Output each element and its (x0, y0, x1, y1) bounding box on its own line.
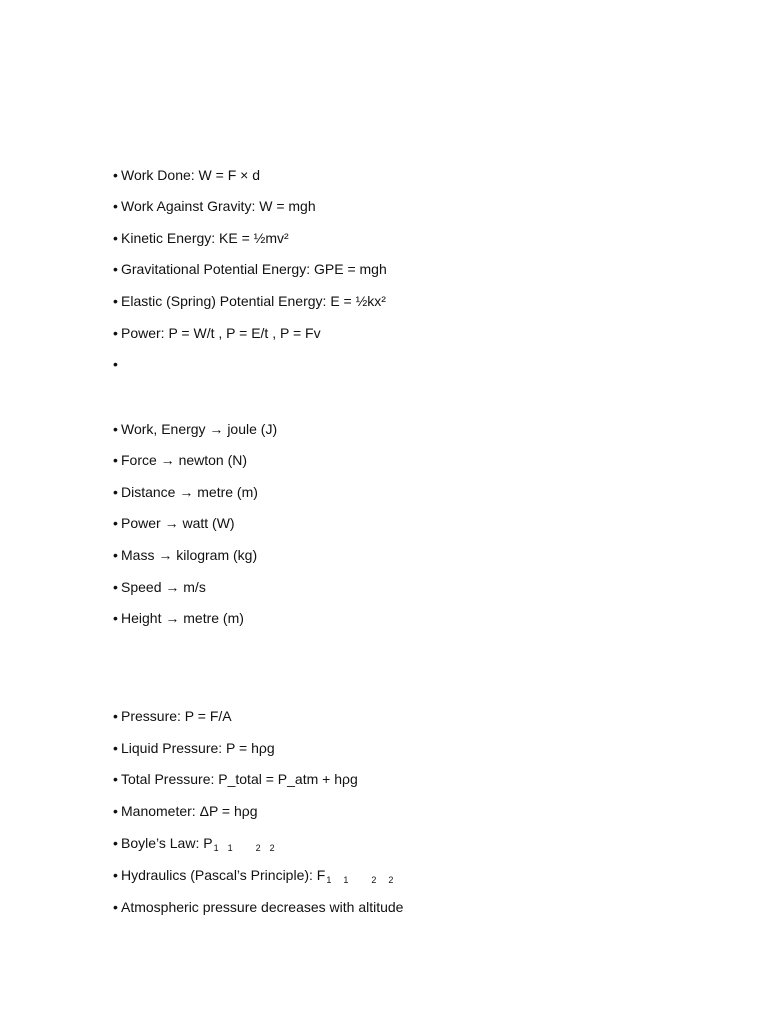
formula-kinetic-energy: Kinetic Energy: KE = ½mv² (121, 230, 289, 246)
list-item (113, 450, 247, 470)
subscript: 2 (371, 875, 377, 885)
unit-power: Power → watt (W) (121, 515, 235, 531)
atmospheric-pressure-note: Atmospheric pressure decreases with altitude (121, 899, 404, 915)
pressure-formula: Pressure: P = F/A (121, 708, 232, 724)
boyles-law-label: Boyle’s Law: P (121, 835, 213, 851)
list-item (113, 228, 289, 248)
subscript: 1 (213, 843, 219, 853)
list-item (113, 165, 260, 185)
bullet-glyph: • (113, 515, 118, 531)
list-item (113, 513, 235, 533)
list-item (113, 608, 244, 628)
list-item (113, 865, 393, 885)
list-item (113, 801, 258, 821)
bullet-glyph: • (113, 356, 118, 372)
bullet-glyph: • (113, 167, 118, 183)
unit-work-energy: Work, Energy → joule (J) (121, 421, 278, 437)
bullet-glyph: • (113, 261, 118, 277)
unit-force: Force → newton (N) (121, 452, 248, 468)
list-item (113, 738, 275, 758)
formula-work-against-gravity: Work Against Gravity: W = mgh (121, 198, 316, 214)
bullet-glyph: • (113, 293, 118, 309)
bullet-glyph: • (113, 579, 118, 595)
list-item (113, 545, 257, 565)
subscript: 1 (343, 875, 349, 885)
unit-height: Height → metre (m) (121, 610, 244, 626)
bullet-glyph: • (113, 230, 118, 246)
list-item (113, 482, 258, 502)
unit-distance: Distance → metre (m) (121, 484, 258, 500)
unit-speed: Speed → m/s (121, 579, 206, 595)
bullet-glyph: • (113, 740, 118, 756)
list-item (113, 706, 232, 726)
formula-gpe: Gravitational Potential Energy: GPE = mgh (121, 261, 387, 277)
bullet-glyph: • (113, 325, 118, 341)
hydraulics-label: Hydraulics (Pascal’s Principle): F (121, 867, 326, 883)
liquid-pressure-formula: Liquid Pressure: P = hρg (121, 740, 275, 756)
list-item (113, 323, 321, 343)
total-pressure-formula: Total Pressure: P_total = P_atm + hρg (121, 771, 358, 787)
formula-work-done: Work Done: W = F × d (121, 167, 261, 183)
subscript: 1 (326, 875, 332, 885)
formula-power: Power: P = W/t , P = E/t , P = Fv (121, 325, 321, 341)
list-item (113, 833, 275, 853)
bullet-glyph: • (113, 610, 118, 626)
bullet-glyph: • (113, 771, 118, 787)
list-item (113, 354, 121, 374)
bullet-glyph: • (113, 803, 118, 819)
subscript: 2 (255, 843, 261, 853)
bullet-glyph: • (113, 198, 118, 214)
bullet-glyph: • (113, 547, 118, 563)
bullet-glyph: • (113, 899, 118, 915)
subscript: 1 (227, 843, 233, 853)
bullet-glyph: • (113, 835, 118, 851)
list-item (113, 577, 206, 597)
bullet-glyph: • (113, 452, 118, 468)
list-item (113, 196, 316, 216)
subscript: 2 (269, 843, 275, 853)
unit-mass: Mass → kilogram (kg) (121, 547, 258, 563)
bullet-glyph: • (113, 484, 118, 500)
list-item (113, 259, 387, 279)
list-item (113, 769, 358, 789)
list-item (113, 897, 403, 917)
bullet-glyph: • (113, 867, 118, 883)
list-item (113, 291, 386, 311)
bullet-glyph: • (113, 708, 118, 724)
manometer-formula: Manometer: ΔP = hρg (121, 803, 258, 819)
subscript: 2 (388, 875, 394, 885)
formula-elastic-energy: Elastic (Spring) Potential Energy: E = ½kx² (121, 293, 386, 309)
bullet-glyph: • (113, 421, 118, 437)
list-item (113, 419, 277, 439)
